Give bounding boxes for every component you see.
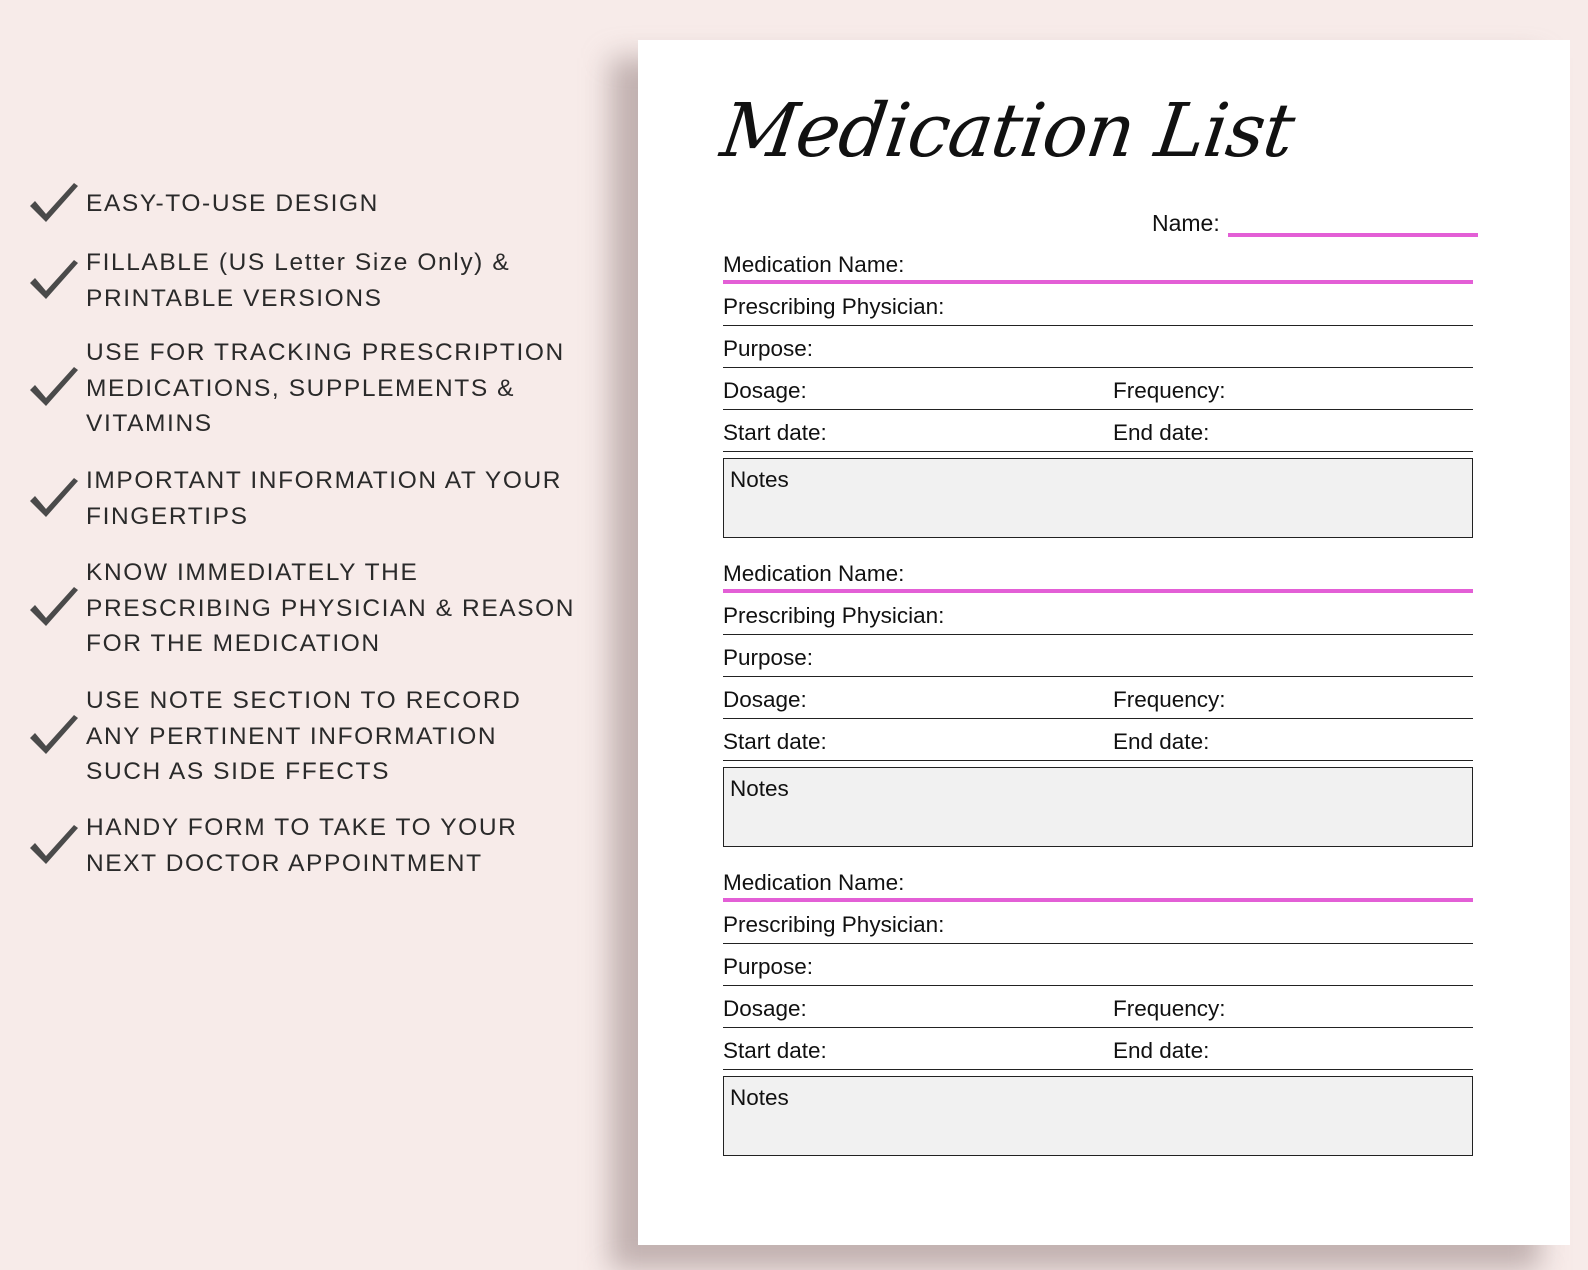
start-date-label: Start date: [723, 729, 827, 754]
dosage-frequency-field[interactable] [723, 368, 1473, 410]
name-label: Name: [1152, 210, 1220, 236]
feature-item [22, 463, 562, 534]
medication-name-label: Medication Name: [723, 870, 905, 895]
purpose-label: Purpose: [723, 336, 814, 361]
feature-item [22, 176, 379, 232]
name-row [1152, 210, 1478, 237]
feature-item [22, 810, 517, 881]
feature-item [22, 683, 521, 790]
dosage-label: Dosage: [723, 687, 807, 712]
feature-text: IMPORTANT INFORMATION AT YOUR FINGERTIPS [86, 467, 563, 530]
feature-item [22, 555, 575, 662]
frequency-label: Frequency: [1113, 996, 1226, 1021]
purpose-field[interactable] [723, 944, 1473, 986]
name-field[interactable] [1228, 233, 1478, 237]
date-field[interactable] [723, 719, 1473, 761]
medication-name-field[interactable] [723, 555, 1473, 593]
notes-box[interactable] [723, 458, 1473, 538]
end-date-label: End date: [1113, 420, 1210, 445]
end-date-label: End date: [1113, 729, 1210, 754]
prescribing-physician-label: Prescribing Physician: [723, 294, 945, 319]
medication-name-label: Medication Name: [723, 561, 905, 586]
frequency-label: Frequency: [1113, 687, 1226, 712]
feature-item [22, 335, 565, 442]
underline [723, 1069, 1473, 1071]
feature-text: KNOW IMMEDIATELY THE PRESCRIBING PHYSICIAN & REASON FOR THE MEDICATION [86, 559, 576, 657]
prescribing-physician-label: Prescribing Physician: [723, 912, 945, 937]
prescribing-physician-field[interactable] [723, 284, 1473, 326]
page-title: Medication List [715, 88, 1299, 174]
medication-list-page [638, 40, 1570, 1245]
prescribing-physician-label: Prescribing Physician: [723, 603, 945, 628]
feature-text: HANDY FORM TO TAKE TO YOUR NEXT DOCTOR APPOINTMENT [86, 814, 518, 877]
check-icon [22, 253, 86, 309]
check-icon [22, 818, 86, 874]
medication-name-label: Medication Name: [723, 252, 905, 277]
start-date-label: Start date: [723, 420, 827, 445]
check-icon [22, 708, 86, 764]
frequency-label: Frequency: [1113, 378, 1226, 403]
check-icon [22, 580, 86, 636]
feature-text: USE NOTE SECTION TO RECORD ANY PERTINENT INFORMATION SUCH AS SIDE FFECTS [86, 687, 522, 785]
dosage-frequency-field[interactable] [723, 986, 1473, 1028]
purpose-label: Purpose: [723, 645, 814, 670]
medication-name-field[interactable] [723, 864, 1473, 902]
underline [723, 451, 1473, 453]
check-icon [22, 471, 86, 527]
notes-box[interactable] [723, 1076, 1473, 1156]
dosage-label: Dosage: [723, 378, 807, 403]
notes-label: Notes [730, 776, 789, 801]
date-field[interactable] [723, 1028, 1473, 1070]
prescribing-physician-field[interactable] [723, 593, 1473, 635]
medication-name-field[interactable] [723, 246, 1473, 284]
feature-item [22, 245, 510, 316]
purpose-label: Purpose: [723, 954, 814, 979]
date-field[interactable] [723, 410, 1473, 452]
prescribing-physician-field[interactable] [723, 902, 1473, 944]
check-icon [22, 360, 86, 416]
feature-text: EASY-TO-USE DESIGN [86, 190, 379, 218]
purpose-field[interactable] [723, 635, 1473, 677]
check-icon [22, 176, 86, 232]
start-date-label: Start date: [723, 1038, 827, 1063]
end-date-label: End date: [1113, 1038, 1210, 1063]
underline [723, 760, 1473, 762]
feature-text: USE FOR TRACKING PRESCRIPTION MEDICATIONS, SUPPLEMENTS & VITAMINS [86, 339, 565, 437]
purpose-field[interactable] [723, 326, 1473, 368]
dosage-label: Dosage: [723, 996, 807, 1021]
feature-text: FILLABLE (US Letter Size Only) & PRINTABLE VERSIONS [86, 249, 511, 312]
notes-label: Notes [730, 1085, 789, 1110]
dosage-frequency-field[interactable] [723, 677, 1473, 719]
notes-box[interactable] [723, 767, 1473, 847]
notes-label: Notes [730, 467, 789, 492]
